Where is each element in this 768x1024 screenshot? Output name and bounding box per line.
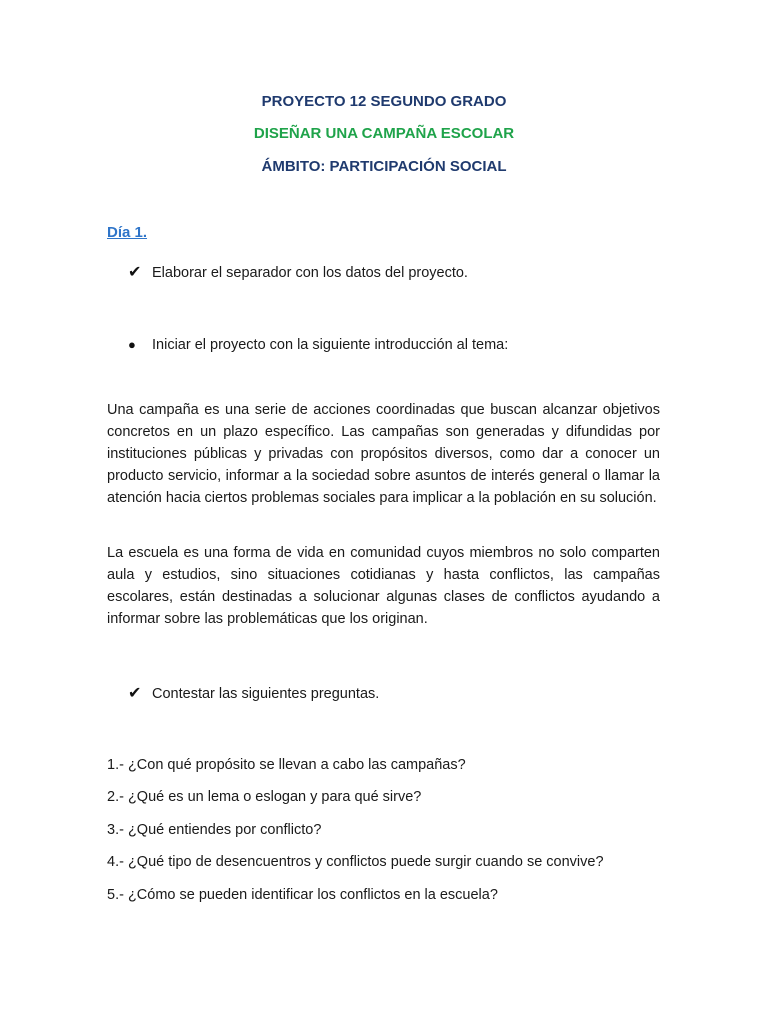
task-item (128, 335, 508, 355)
task-text: Contestar las siguientes preguntas. (152, 686, 380, 702)
school-paragraph: La escuela es una forma de vida en comunidad cuyos miembros no solo comparten aula y estudios, sino situaciones cotidianas y hasta conflictos, las campañas escolares, están destinadas a solucionar algunas clases de conflictos ayudando a informar sobre las problemáticas que los originan. (107, 545, 660, 627)
checkmark-icon: ✔ (128, 685, 142, 702)
question-item: 4.- ¿Qué tipo de desencuentros y conflictos puede surgir cuando se convive? (107, 854, 604, 870)
intro-paragraph: Una campaña es una serie de acciones coordinadas que buscan alcanzar objetivos concretos en un plazo específico. Las campañas son generadas y difundidas por instituciones públicas y privadas con propósitos diversos, como dar a conocer un producto servicio, informar a la sociedad sobre asuntos de interés general o llamar la atención hacia ciertos problemas sociales para implicar a la población en su solución. (107, 402, 660, 506)
task-text: Elaborar el separador con los datos del proyecto. (152, 265, 468, 281)
task-item (128, 263, 468, 283)
checkmark-icon: ✔ (128, 264, 142, 281)
project-scope: ÁMBITO: PARTICIPACIÓN SOCIAL (261, 158, 507, 175)
question-item: 1.- ¿Con qué propósito se llevan a cabo las campañas? (107, 757, 466, 773)
day-label: Día 1. (107, 224, 148, 241)
question-item: 3.- ¿Qué entiendes por conflicto? (107, 822, 322, 838)
task-text: Iniciar el proyecto con la siguiente introducción al tema: (152, 337, 509, 353)
question-item: 2.- ¿Qué es un lema o eslogan y para qué sirve? (107, 789, 422, 805)
task-item (128, 684, 379, 704)
project-subtitle: DISEÑAR UNA CAMPAÑA ESCOLAR (253, 125, 515, 142)
bullet-icon: ● (128, 337, 136, 352)
project-title: PROYECTO 12 SEGUNDO GRADO (261, 93, 507, 110)
question-item: 5.- ¿Cómo se pueden identificar los conflictos en la escuela? (107, 887, 498, 903)
